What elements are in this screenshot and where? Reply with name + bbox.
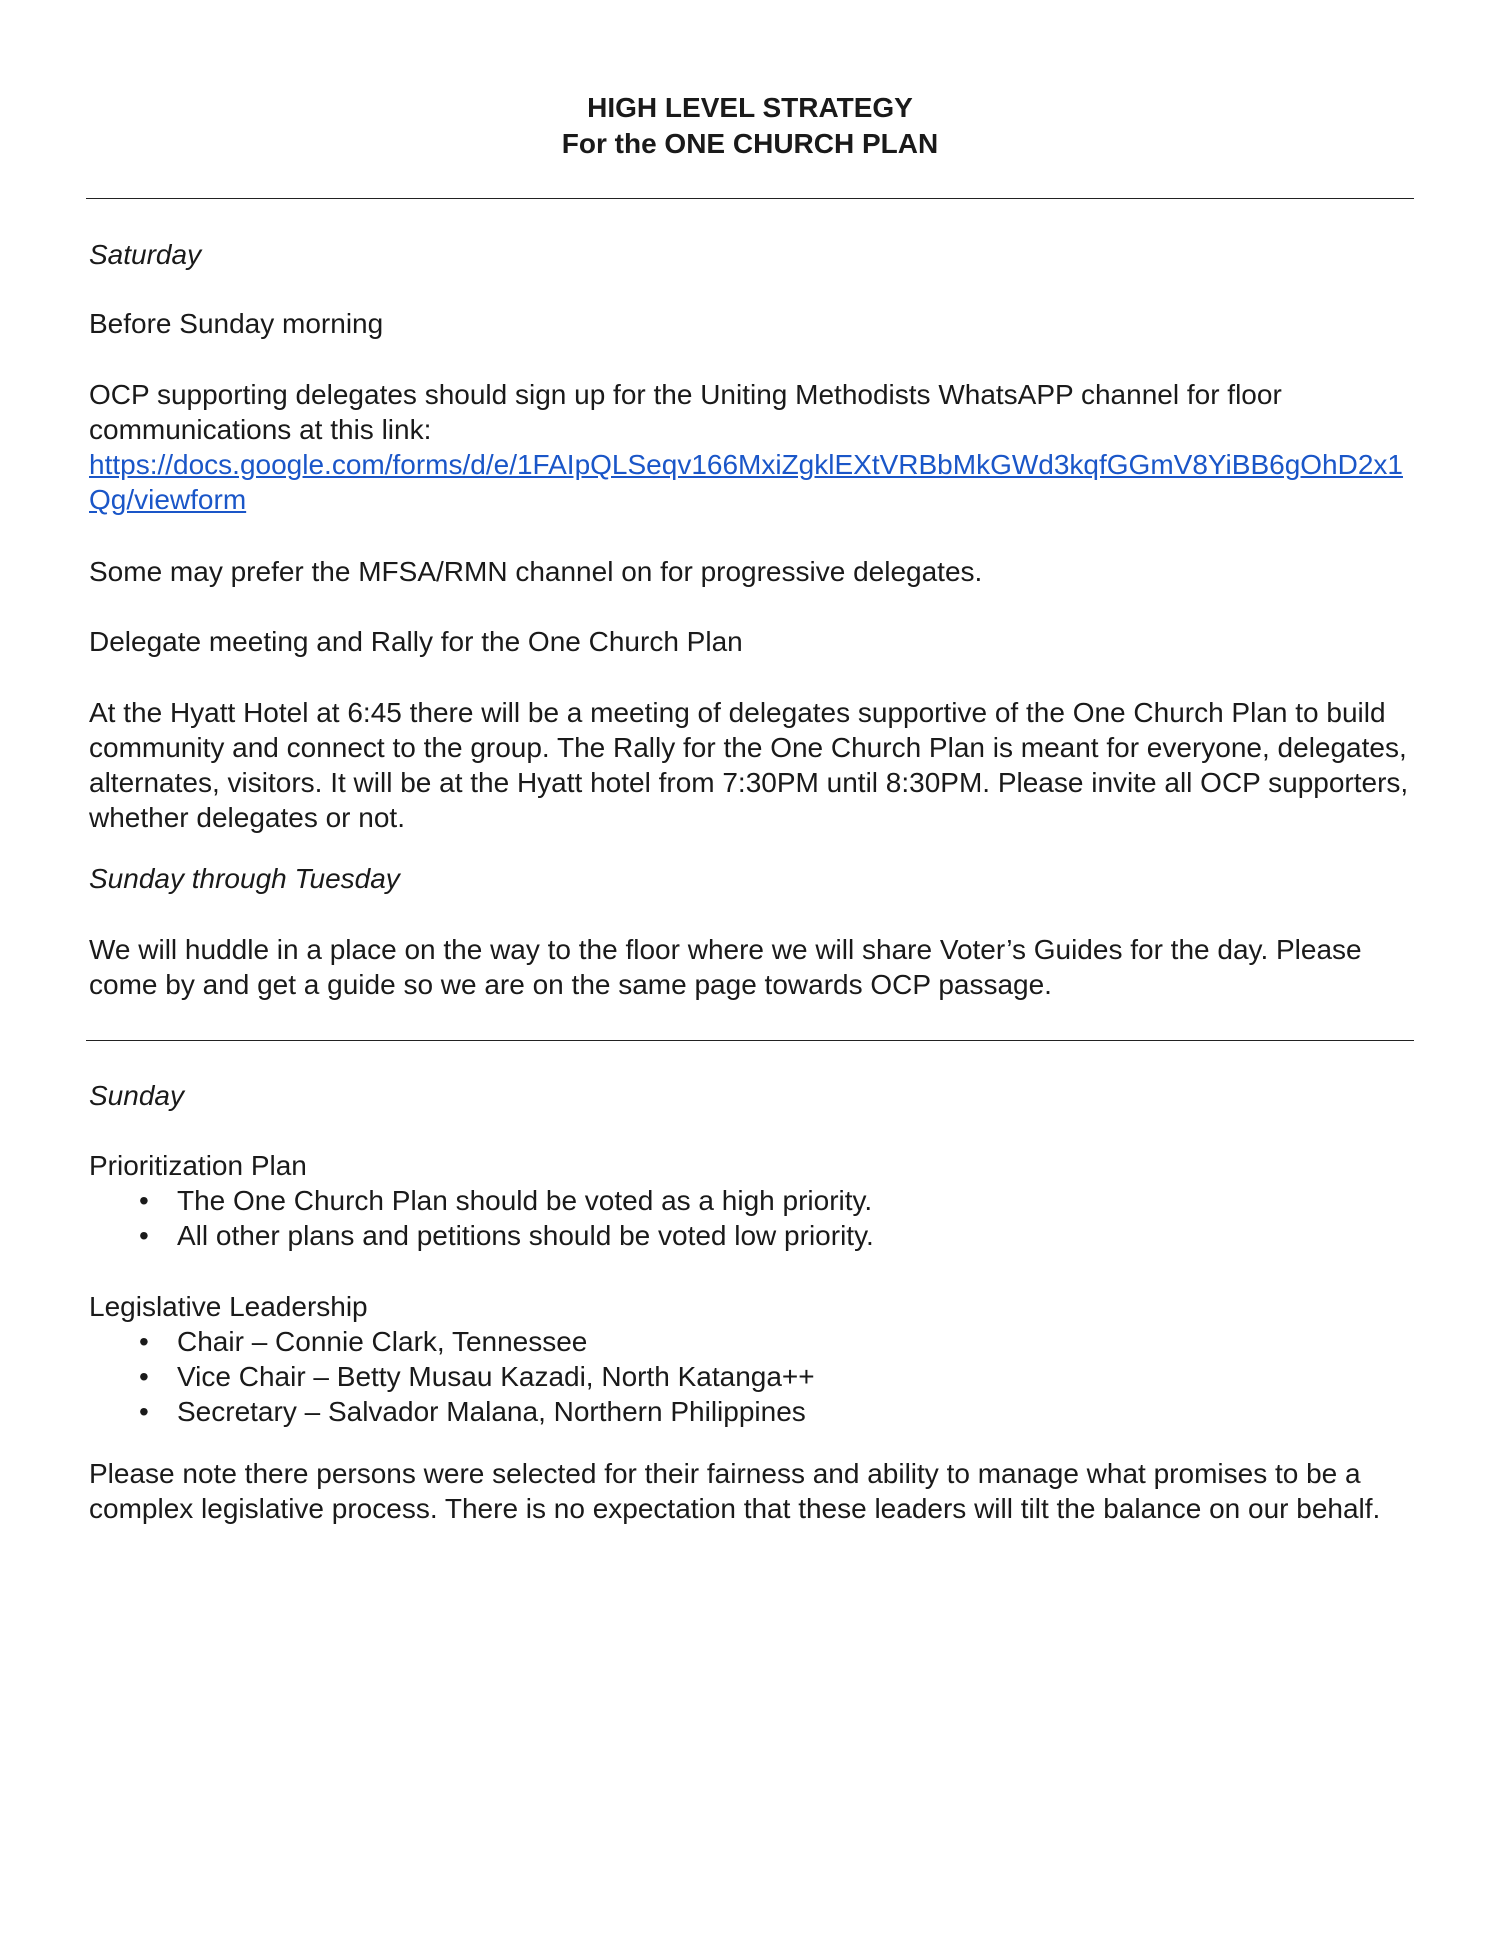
- list-item: [89, 1218, 1409, 1253]
- document-title: [0, 90, 1500, 162]
- bullet-icon: •: [139, 1185, 149, 1216]
- list-item: [89, 1394, 1409, 1429]
- list-item: [89, 1359, 1409, 1394]
- list-item: [89, 1324, 1409, 1359]
- section-heading-sunday: Sunday: [89, 1080, 184, 1111]
- list-item-text: Vice Chair – Betty Musau Kazadi, North Katanga++: [177, 1361, 815, 1392]
- section-heading-sunday-through-tuesday: Sunday through Tuesday: [89, 863, 400, 894]
- section-heading-saturday: Saturday: [89, 239, 202, 270]
- bullet-icon: •: [139, 1220, 149, 1251]
- whatsapp-signup-text: OCP supporting delegates should sign up for the Uniting Methodists WhatsAPP channel for floor communications at this link:: [89, 379, 1282, 445]
- horizontal-divider-top: [86, 198, 1414, 199]
- progressive-channel-note: Some may prefer the MFSA/RMN channel on for progressive delegates.: [89, 556, 983, 587]
- list-item: [89, 1183, 1409, 1218]
- huddle-paragraph: We will huddle in a place on the way to the floor where we will share Voter’s Guides for the day. Please come by and get a guide so we are on the same page towards OCP passage.: [89, 934, 1362, 1000]
- leadership-list: [89, 1324, 1409, 1429]
- subheading-legislative-leadership: Legislative Leadership: [89, 1291, 368, 1322]
- subheading-prioritization-plan: Prioritization Plan: [89, 1150, 307, 1181]
- bullet-icon: •: [139, 1361, 149, 1392]
- hyatt-meeting-paragraph: At the Hyatt Hotel at 6:45 there will be a meeting of delegates supportive of the One Church Plan to build community and connect to the group. The Rally for the One Church Plan is meant for everyone, delegates, alternates, visitors. It will be at the Hyatt hotel from 7:30PM until 8:30PM. Please invite all OCP supporters, whether delegates or not.: [89, 697, 1409, 833]
- title-line-1: HIGH LEVEL STRATEGY: [587, 92, 913, 123]
- horizontal-divider-middle: [86, 1040, 1414, 1041]
- list-item-text: All other plans and petitions should be voted low priority.: [177, 1220, 874, 1251]
- subheading-delegate-meeting: Delegate meeting and Rally for the One Church Plan: [89, 626, 743, 657]
- prioritization-list: [89, 1183, 1409, 1253]
- signup-form-link[interactable]: https://docs.google.com/forms/d/e/1FAIpQLSeqv166MxiZgklEXtVRBbMkGWd3kqfGGmV8YiBB6gOhD2x1Qg/viewform: [89, 449, 1403, 515]
- title-line-2: For the ONE CHURCH PLAN: [561, 128, 939, 159]
- list-item-text: The One Church Plan should be voted as a high priority.: [177, 1185, 873, 1216]
- bullet-icon: •: [139, 1326, 149, 1357]
- whatsapp-signup-paragraph: [89, 377, 1414, 517]
- subheading-before-sunday: Before Sunday morning: [89, 308, 384, 339]
- bullet-icon: •: [139, 1396, 149, 1427]
- leadership-note-paragraph: Please note there persons were selected for their fairness and ability to manage what promises to be a complex legislative process. There is no expectation that these leaders will tilt the balance on our behalf.: [89, 1458, 1381, 1524]
- list-item-text: Chair – Connie Clark, Tennessee: [177, 1326, 588, 1357]
- list-item-text: Secretary – Salvador Malana, Northern Philippines: [177, 1396, 806, 1427]
